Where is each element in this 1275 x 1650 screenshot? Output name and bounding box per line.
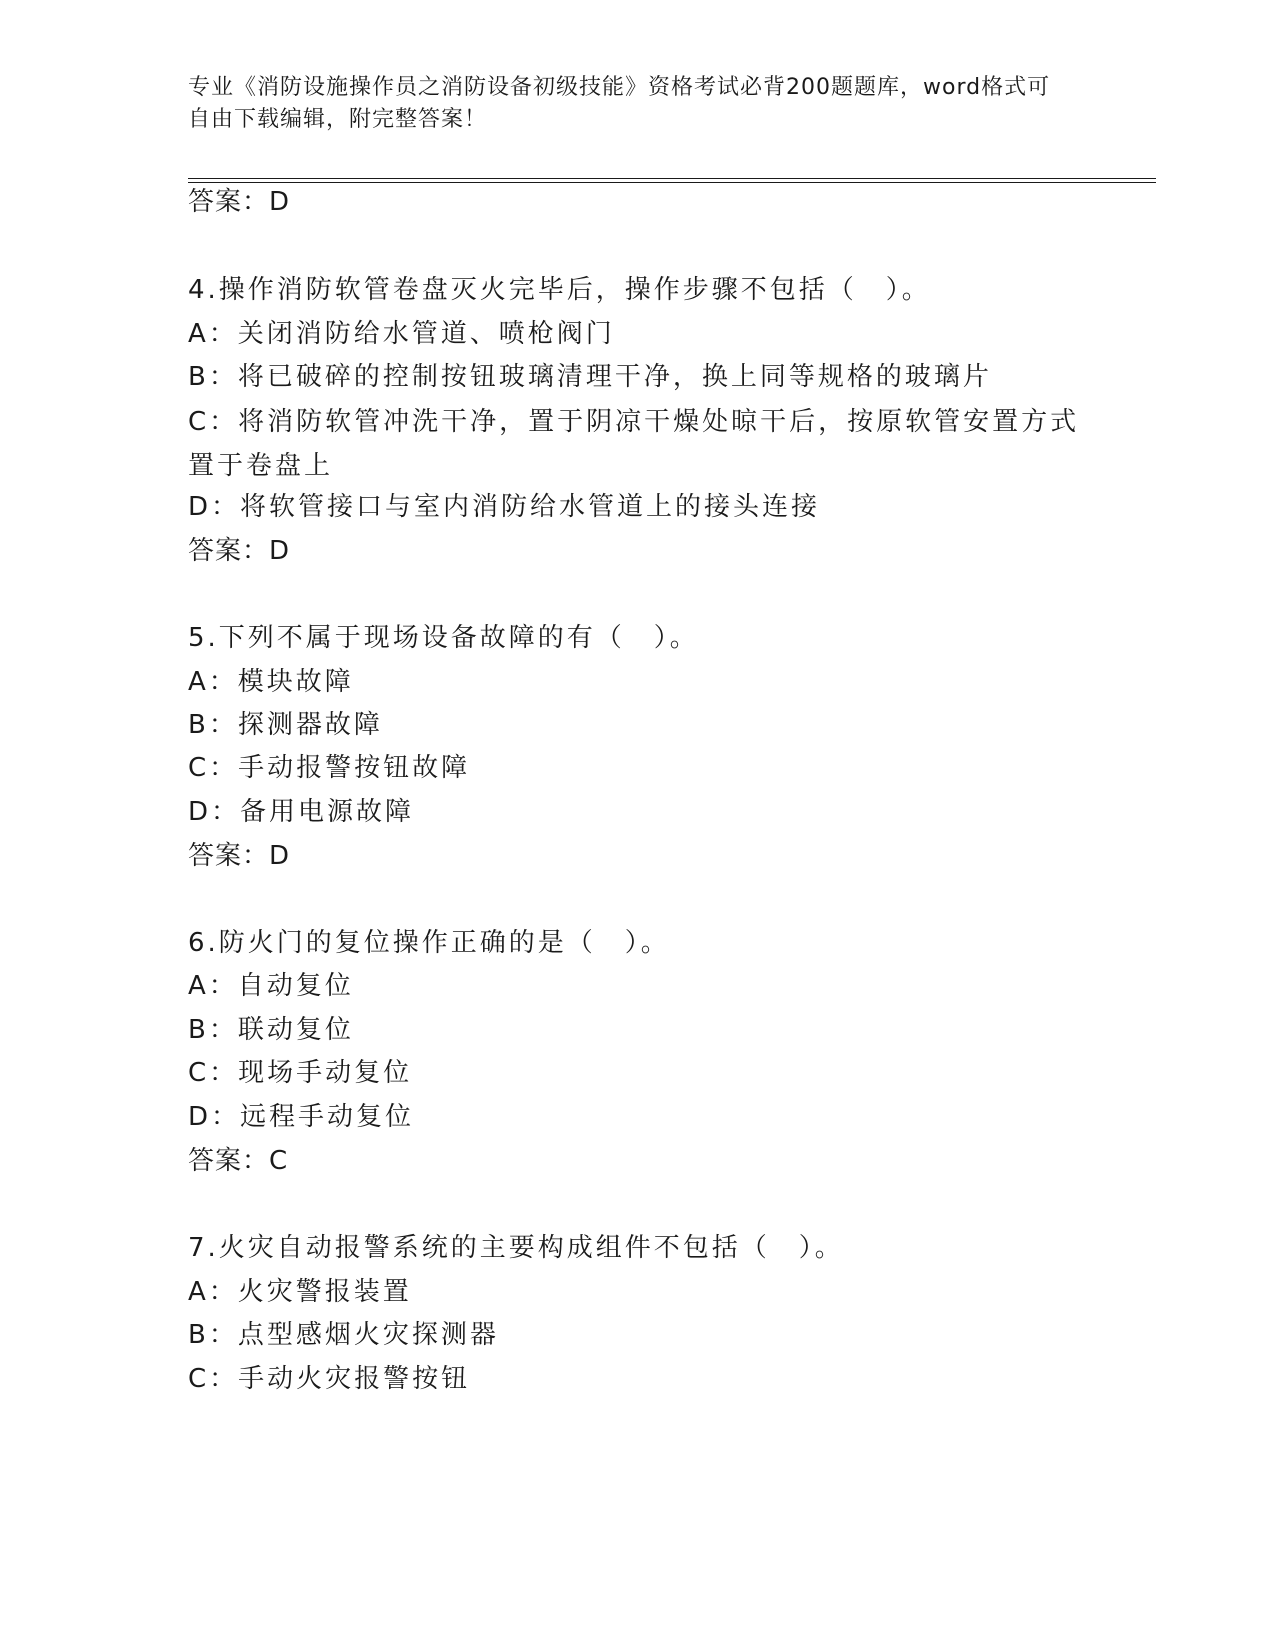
question-option: A：关闭消防给水管道、喷枪阀门 bbox=[188, 319, 615, 349]
document-header: 专业《消防设施操作员之消防设备初级技能》资格考试必背200题题库，word格式可自由下载编辑，附完整答案！ bbox=[188, 75, 1051, 132]
question-option: B：联动复位 bbox=[188, 1015, 354, 1045]
answer-line: 答案：C bbox=[188, 1146, 289, 1176]
answer-line: 答案：D bbox=[188, 841, 291, 871]
question-option: B：将已破碎的控制按钮玻璃清理干净，换上同等规格的玻璃片 bbox=[188, 362, 992, 392]
question-option: A：火灾警报装置 bbox=[188, 1277, 412, 1307]
question-option: A：自动复位 bbox=[188, 971, 354, 1001]
question-option: D：备用电源故障 bbox=[188, 797, 415, 827]
question-option: A：模块故障 bbox=[188, 667, 354, 697]
question-option: B：点型感烟火灾探测器 bbox=[188, 1320, 499, 1350]
question-option: C：将消防软管冲洗干净，置于阴凉干燥处晾干后，按原软管安置方式置于卷盘上 bbox=[188, 407, 1080, 481]
question-option: B：探测器故障 bbox=[188, 710, 383, 740]
header-divider-bottom bbox=[188, 182, 1156, 183]
question-stem: 4.操作消防软管卷盘灭火完毕后，操作步骤不包括（ ）。 bbox=[188, 275, 931, 305]
question-stem: 7.火灾自动报警系统的主要构成组件不包括（ ）。 bbox=[188, 1233, 844, 1263]
header-divider-top bbox=[188, 178, 1156, 179]
question-option: D：将软管接口与室内消防给水管道上的接头连接 bbox=[188, 492, 821, 522]
question-stem: 5.下列不属于现场设备故障的有（ ）。 bbox=[188, 623, 699, 653]
question-option: C：手动报警按钮故障 bbox=[188, 753, 471, 783]
question-option: D：远程手动复位 bbox=[188, 1102, 415, 1132]
question-option: C：手动火灾报警按钮 bbox=[188, 1364, 471, 1394]
question-option: C：现场手动复位 bbox=[188, 1058, 413, 1088]
answer-line: 答案：D bbox=[188, 536, 291, 566]
question-stem: 6.防火门的复位操作正确的是（ ）。 bbox=[188, 928, 670, 958]
answer-line: 答案：D bbox=[188, 187, 291, 217]
